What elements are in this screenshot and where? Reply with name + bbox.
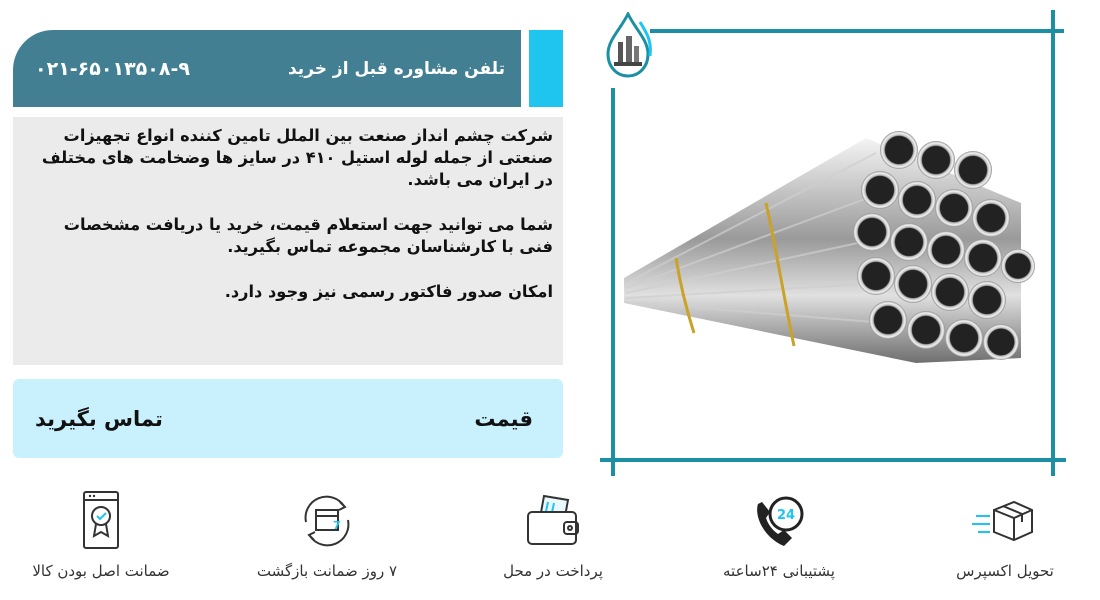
wallet-icon [518, 486, 588, 556]
svg-text:24: 24 [776, 508, 796, 523]
feature-label: پرداخت در محل [503, 562, 603, 580]
frame-line-left [611, 88, 615, 476]
price-label: قیمت [474, 406, 533, 431]
feature-label: تحویل اکسپرس [956, 562, 1054, 580]
stainless-pipe-bundle-image [616, 108, 1036, 378]
feature-label: پشتیبانی ۲۴ساعته [723, 562, 835, 580]
frame-line-top [650, 29, 1064, 33]
return-guarantee-icon [292, 486, 362, 556]
feature-express-delivery [910, 486, 1100, 596]
frame-line-right [1051, 10, 1055, 476]
contact-label: تلفن مشاوره قبل از خرید [287, 58, 505, 79]
description-paragraph: شما می توانید جهت استعلام قیمت، خرید یا دریافت مشخصات فنی با کارشناسان مجموعه تماس بگیرید. [63, 215, 553, 256]
product-description [13, 117, 563, 365]
feature-return-guarantee [232, 486, 422, 596]
contact-phone-bar [13, 30, 563, 107]
feature-support-24h [684, 486, 874, 596]
feature-authenticity [6, 486, 196, 596]
support-24h-icon [744, 486, 814, 556]
description-paragraph: شرکت چشم انداز صنعت بین الملل تامین کننده انواع تجهیزات صنعتی از جمله لوله استیل ۴۱۰ در سایز ها وضخامت های مختلف در ایران می باشد. [41, 126, 553, 189]
authenticity-certificate-icon [66, 486, 136, 556]
company-logo-icon [600, 12, 656, 78]
price-box [13, 379, 563, 458]
description-paragraph: امکان صدور فاکتور رسمی نیز وجود دارد. [224, 282, 553, 301]
feature-label: ضمانت اصل بودن کالا [32, 562, 170, 580]
feature-label: ۷ روز ضمانت بازگشت [256, 562, 398, 580]
phone-bar-accent [529, 30, 563, 107]
contact-phone-number[interactable]: ۰۲۱-۶۵۰۱۳۵۰۸-۹ [35, 57, 190, 80]
express-delivery-icon [970, 486, 1040, 556]
product-image-frame [600, 10, 1066, 476]
feature-cash-on-delivery [458, 486, 648, 596]
price-value[interactable]: تماس بگیرید [35, 406, 163, 431]
svg-text:7: 7 [333, 519, 341, 532]
contact-phone-panel [13, 30, 521, 107]
frame-line-bottom [600, 458, 1066, 462]
features-row [0, 486, 1100, 596]
